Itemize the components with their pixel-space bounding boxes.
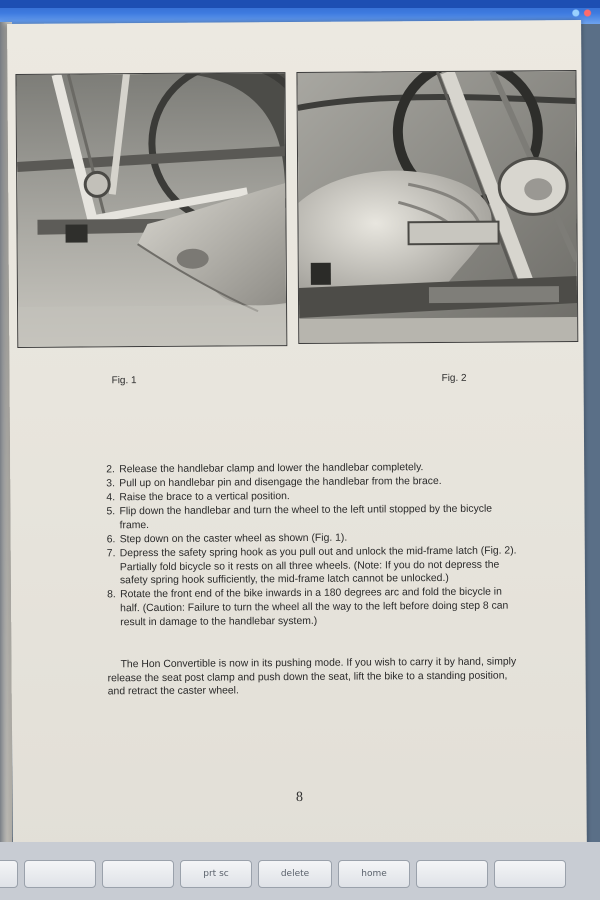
step-text: Step down on the caster wheel as shown (Fig. 1). xyxy=(119,532,348,546)
step-number: 7. xyxy=(106,548,116,560)
figure-2-photo xyxy=(296,70,578,344)
list-item xyxy=(107,545,519,589)
step-number: 5. xyxy=(106,506,116,518)
list-item xyxy=(106,503,518,533)
step-number: 6. xyxy=(106,534,116,546)
keyboard-key: home xyxy=(338,860,410,888)
figure-1-caption: Fig. 1 xyxy=(111,375,137,387)
keyboard-key: delete xyxy=(258,860,332,888)
page-number: 8 xyxy=(295,789,304,806)
keyboard-key xyxy=(416,860,488,888)
folding-instructions-list xyxy=(106,460,519,629)
step-text: Rotate the front end of the bike inwards in a 180 degrees arc and fold the bicycle in half. (Caution: Failure to turn the wheel all the way to the left before doing step 8 can result in damage to the handlebar system.) xyxy=(120,586,509,628)
step-text: Release the handlebar clamp and lower the handlebar completely. xyxy=(119,462,424,476)
figure-2-caption: Fig. 2 xyxy=(441,372,467,384)
keyboard-key xyxy=(102,860,174,888)
step-text: Pull up on handlebar pin and disengage the handlebar from the brace. xyxy=(119,476,442,490)
manual-page xyxy=(7,20,587,862)
keyboard-key xyxy=(24,860,96,888)
step-number: 4. xyxy=(106,492,116,504)
step-number: 2. xyxy=(106,464,115,476)
mid-frame-latch-photo-icon xyxy=(297,71,577,343)
laptop-keyboard xyxy=(0,842,600,900)
step-text: Raise the brace to a vertical position. xyxy=(119,491,290,504)
keyboard-key xyxy=(0,860,18,888)
keyboard-key: prt sc xyxy=(180,860,252,888)
figure-1-photo xyxy=(15,72,287,348)
bike-caster-wheel-photo-icon xyxy=(16,73,286,347)
step-text: Depress the safety spring hook as you pull out and unlock the mid-frame latch (Fig. 2). Partially fold bicycle so it rests on all three wheels. (Note: If you do not depress the safety spring hook sufficiently, the mid-frame latch cannot be unlocked.) xyxy=(119,545,517,587)
step-number: 3. xyxy=(106,478,116,490)
tray-icons-icon xyxy=(568,6,594,20)
list-item xyxy=(107,586,519,630)
closing-paragraph: The Hon Convertible is now in its pushing mode. If you wish to carry it by hand, simply release the seat post clamp and push down the seat, lift the bike to a standing position, and retract the caster wheel. xyxy=(107,656,517,698)
step-number: 8. xyxy=(107,589,116,601)
step-text: Flip down the handlebar and turn the wheel to the left until stopped by the bicycle frame. xyxy=(119,503,493,532)
taskbar-strip xyxy=(0,0,600,8)
keyboard-key xyxy=(494,860,566,888)
